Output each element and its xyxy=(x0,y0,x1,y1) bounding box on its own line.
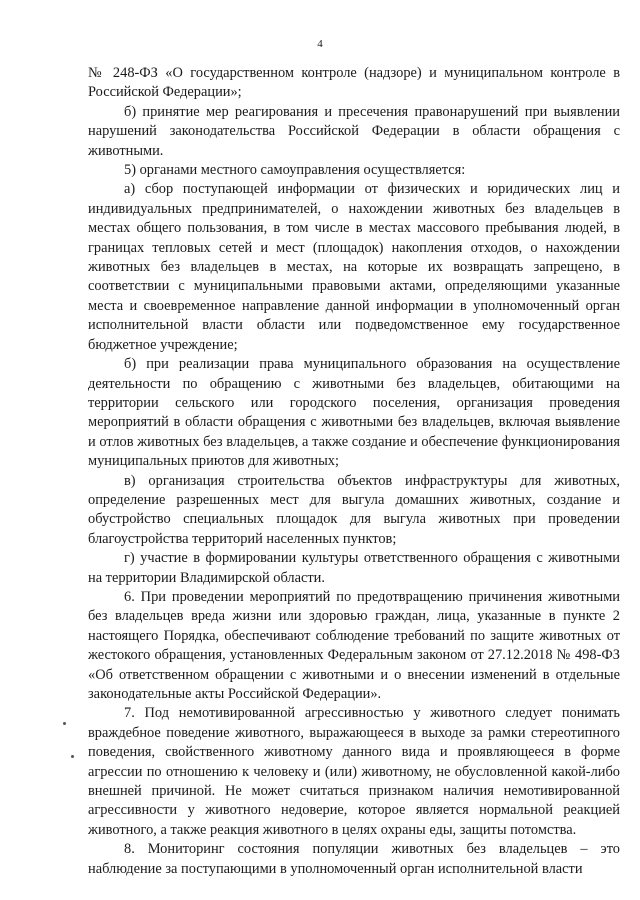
document-body xyxy=(88,64,620,879)
paragraph: 6. При проведении мероприятий по предотвращению причинения животными без владельцев вреда жизни или здоровью граждан, лица, указанные в пункте 2 настоящего Порядка, обеспечивают соблюдение требований по защите животных от жестокого обращения, установленных Федеральным законом от 27.12.2018 № 498-ФЗ «Об ответственном обращении с животными и о внесении изменений в отдельные законодательные акты Российской Федерации». xyxy=(88,588,620,702)
paragraph: № 248-ФЗ «О государственном контроле (надзоре) и муниципальном контроле в Российской Федерации»; xyxy=(88,65,620,101)
paragraph: 7. Под немотивированной агрессивностью у животного следует понимать враждебное поведение животного, выражающееся в выходе за рамки стереотипного поведения, свойственного животному данного вида и проявляющееся в форме агрессии по отношению к человеку и (или) животному, не обусловленной какой-либо внешней причиной. Не может считаться признаком наличия немотивированной агрессивности у животного недоверие, которое является нормальной реакцией животного, а также реакция животного в целях охраны еды, защиты потомства. xyxy=(88,705,620,838)
paragraph: б) принятие мер реагирования и пресечения правонарушений при выявлении нарушений законодательства Российской Федерации в области обращения с животными. xyxy=(88,103,620,159)
paragraph: а) сбор поступающей информации от физических и юридических лиц и индивидуальных предпринимателей, о нахождении животных без владельцев в местах общего пользования, в том числе в местах массового пребывания людей, в границах тепловых сетей и мест (площадок) накопления отходов, о нахождении животных без владельцев в местах, на которые их возвращать запрещено, в соответствии с муниципальными правовыми актами, определяющими указанные места и своевременное направление данной информации в уполномоченный орган исполнительной власти области или подведомственное ему государственное бюджетное учреждение; xyxy=(88,181,620,353)
page-number: 4 xyxy=(317,38,323,50)
paragraph: 8. Мониторинг состояния популяции животных без владельцев – это наблюдение за поступающими в уполномоченный орган исполнительной власти xyxy=(88,841,620,877)
paragraph: б) при реализации права муниципального образования на осуществление деятельности по обращению с животными без владельцев, обитающими на территории сельского или городского поселения, организация проведения мероприятий в области обращения с животными без владельцев, включая выявление и отлов животных без владельцев, а также создание и обеспечение функционирования муниципальных приютов для животных; xyxy=(88,356,620,470)
scan-speck xyxy=(63,722,66,725)
paragraph: 5) органами местного самоуправления осуществляется: xyxy=(124,162,466,179)
paragraph: в) организация строительства объектов инфраструктуры для животных, определение разрешенных мест для выгула домашних животных, создание и обустройство специальных площадок для выгула животных при проведении благоустройства территорий населенных пунктов; xyxy=(88,472,620,547)
paragraph: г) участие в формировании культуры ответственного обращения с животными на территории Владимирской области. xyxy=(88,550,620,586)
scan-speck xyxy=(71,755,74,758)
